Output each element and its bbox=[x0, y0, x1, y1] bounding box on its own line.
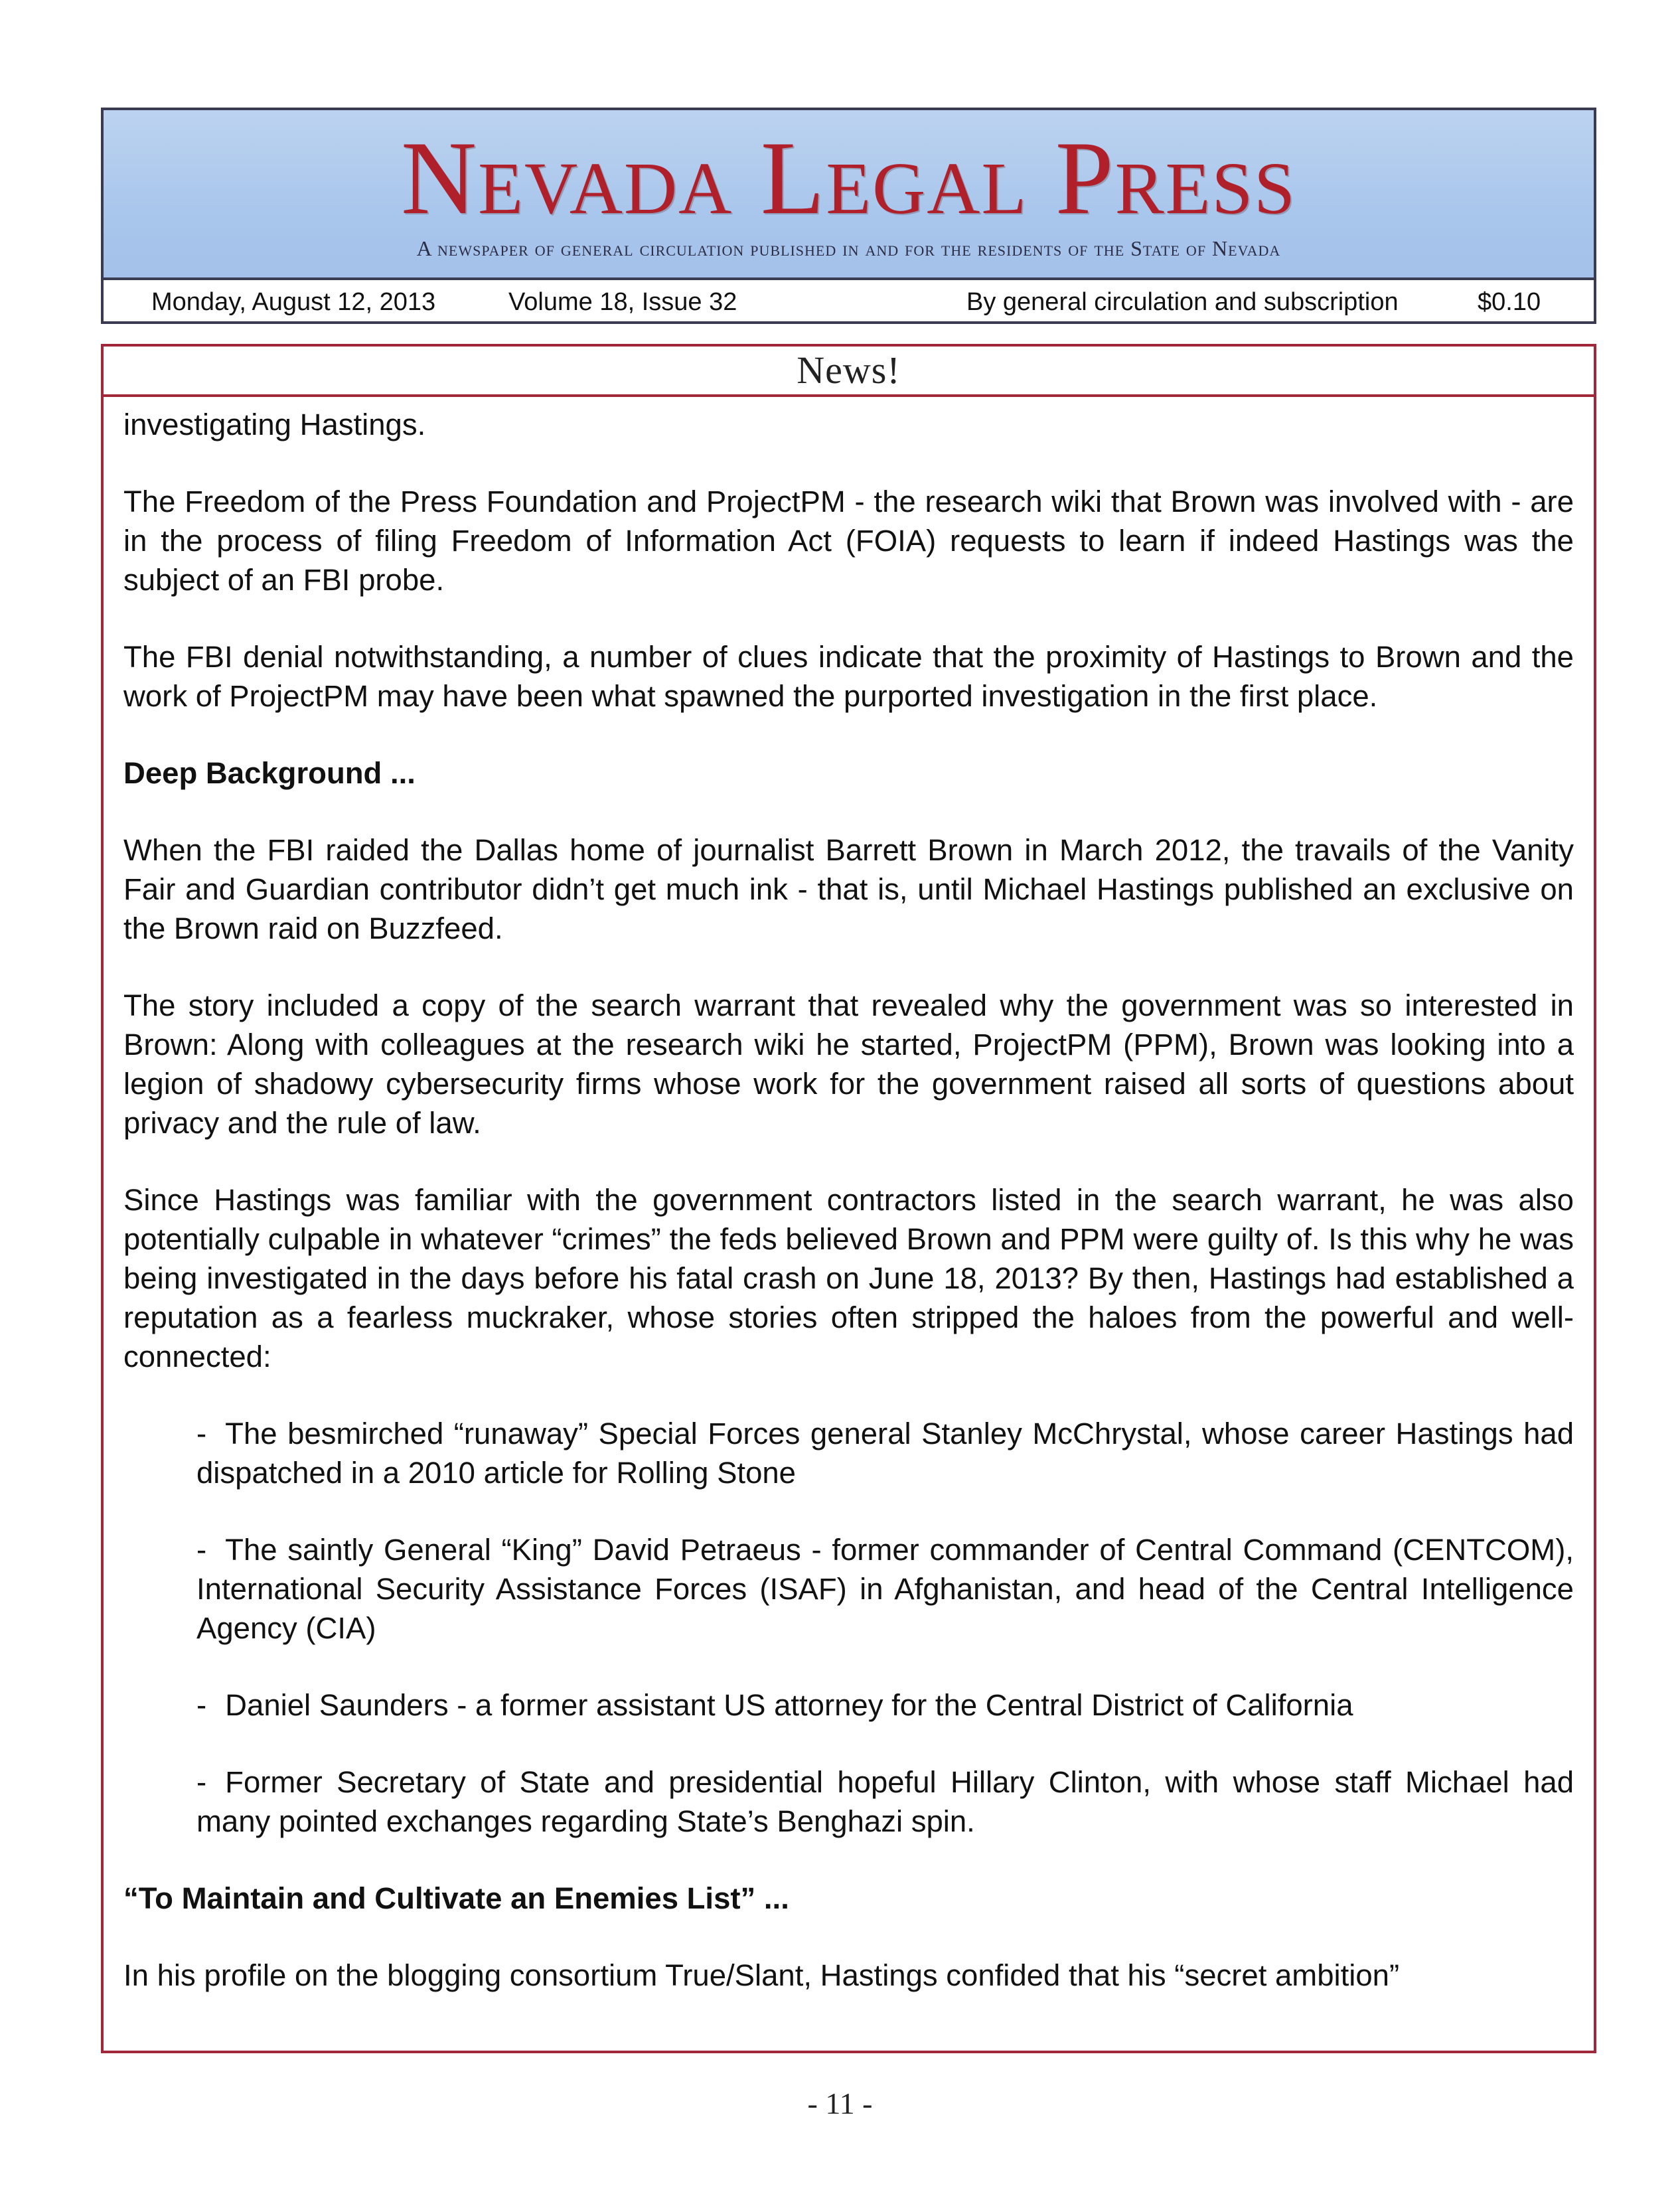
newspaper-tagline: A newspaper of general circulation published in and for the residents of the State of Nevada bbox=[416, 236, 1281, 260]
paragraph: Since Hastings was familiar with the government contractors listed in the search warrant, he was also potentially culpable in whatever “crimes” the feds believed Brown and PPM were guilty of. Is this why he was being investigated in the days before his fatal crash on June 18, 2013? By then, Hastings had established a reputation as a fearless muckraker, whose stories often stripped the haloes from the powerful and well-connected: bbox=[123, 1183, 1574, 1373]
bullet-dash: - bbox=[196, 1688, 207, 1722]
paragraph: When the FBI raided the Dallas home of journalist Barrett Brown in March 2012, the travails of the Vanity Fair and Guardian contributor didn’t get much ink - that is, until Michael Hastings published an exclusive on the Brown raid on Buzzfeed. bbox=[123, 833, 1574, 945]
news-section bbox=[101, 344, 1596, 2053]
list-item bbox=[196, 1762, 1574, 1841]
list-item-text: The besmirched “runaway” Special Forces general Stanley McChrystal, whose career Hastings had dispatched in a 2010 article for Rolling Stone bbox=[196, 1417, 1574, 1490]
circulation-note: By general circulation and subscription bbox=[966, 288, 1399, 316]
issue-date: Monday, August 12, 2013 bbox=[151, 288, 436, 316]
issue-volume: Volume 18, Issue 32 bbox=[508, 288, 737, 316]
list-item bbox=[196, 1414, 1574, 1492]
list-item-text: Former Secretary of State and presidential hopeful Hillary Clinton, with whose staff Michael had many pointed exchanges regarding State’s Benghazi spin. bbox=[196, 1765, 1574, 1838]
subheading-enemies-list: “To Maintain and Cultivate an Enemies List” ... bbox=[123, 1881, 789, 1915]
list-item-text: Daniel Saunders - a former assistant US attorney for the Central District of California bbox=[225, 1688, 1353, 1722]
paragraph: The story included a copy of the search warrant that revealed why the government was so interested in Brown: Along with colleagues at the research wiki he started, ProjectPM (PPM), Brown was looking into a legion of shadowy cybersecurity firms whose work for the government raised all sorts of questions about privacy and the rule of law. bbox=[123, 988, 1574, 1140]
bullet-dash: - bbox=[196, 1417, 207, 1450]
bullet-list bbox=[123, 1414, 1574, 1841]
list-item-text: The saintly General “King” David Petraeus - former commander of Central Command (CENTCOM), International Security Assistance Forces (ISAF) in Afghanistan, and head of the Central Intelligence Agency (CIA) bbox=[196, 1533, 1574, 1645]
article-body bbox=[123, 405, 1574, 1995]
paragraph: investigating Hastings. bbox=[123, 408, 426, 441]
masthead bbox=[101, 108, 1596, 324]
paragraph: The Freedom of the Press Foundation and ProjectPM - the research wiki that Brown was involved with - are in the process of filing Freedom of Information Act (FOIA) requests to learn if indeed Hastings was the subject of an FBI probe. bbox=[123, 485, 1574, 597]
section-title: News! bbox=[104, 347, 1594, 397]
issue-line bbox=[104, 280, 1594, 324]
paragraph: In his profile on the blogging consortium True/Slant, Hastings confided that his “secret ambition” bbox=[123, 1958, 1400, 1992]
page-number: - 11 - bbox=[807, 2086, 873, 2120]
bullet-dash: - bbox=[196, 1533, 207, 1567]
bullet-dash: - bbox=[196, 1765, 207, 1799]
paragraph: The FBI denial notwithstanding, a number of clues indicate that the proximity of Hastings to Brown and the work of ProjectPM may have been what spawned the purported investigation in the first place. bbox=[123, 640, 1574, 713]
list-item bbox=[196, 1685, 1574, 1725]
newspaper-name: Nevada Legal Press bbox=[401, 120, 1296, 236]
list-item bbox=[196, 1530, 1574, 1648]
issue-price: $0.10 bbox=[1478, 288, 1541, 316]
subheading-deep-background: Deep Background ... bbox=[123, 756, 416, 790]
masthead-banner bbox=[104, 110, 1594, 280]
